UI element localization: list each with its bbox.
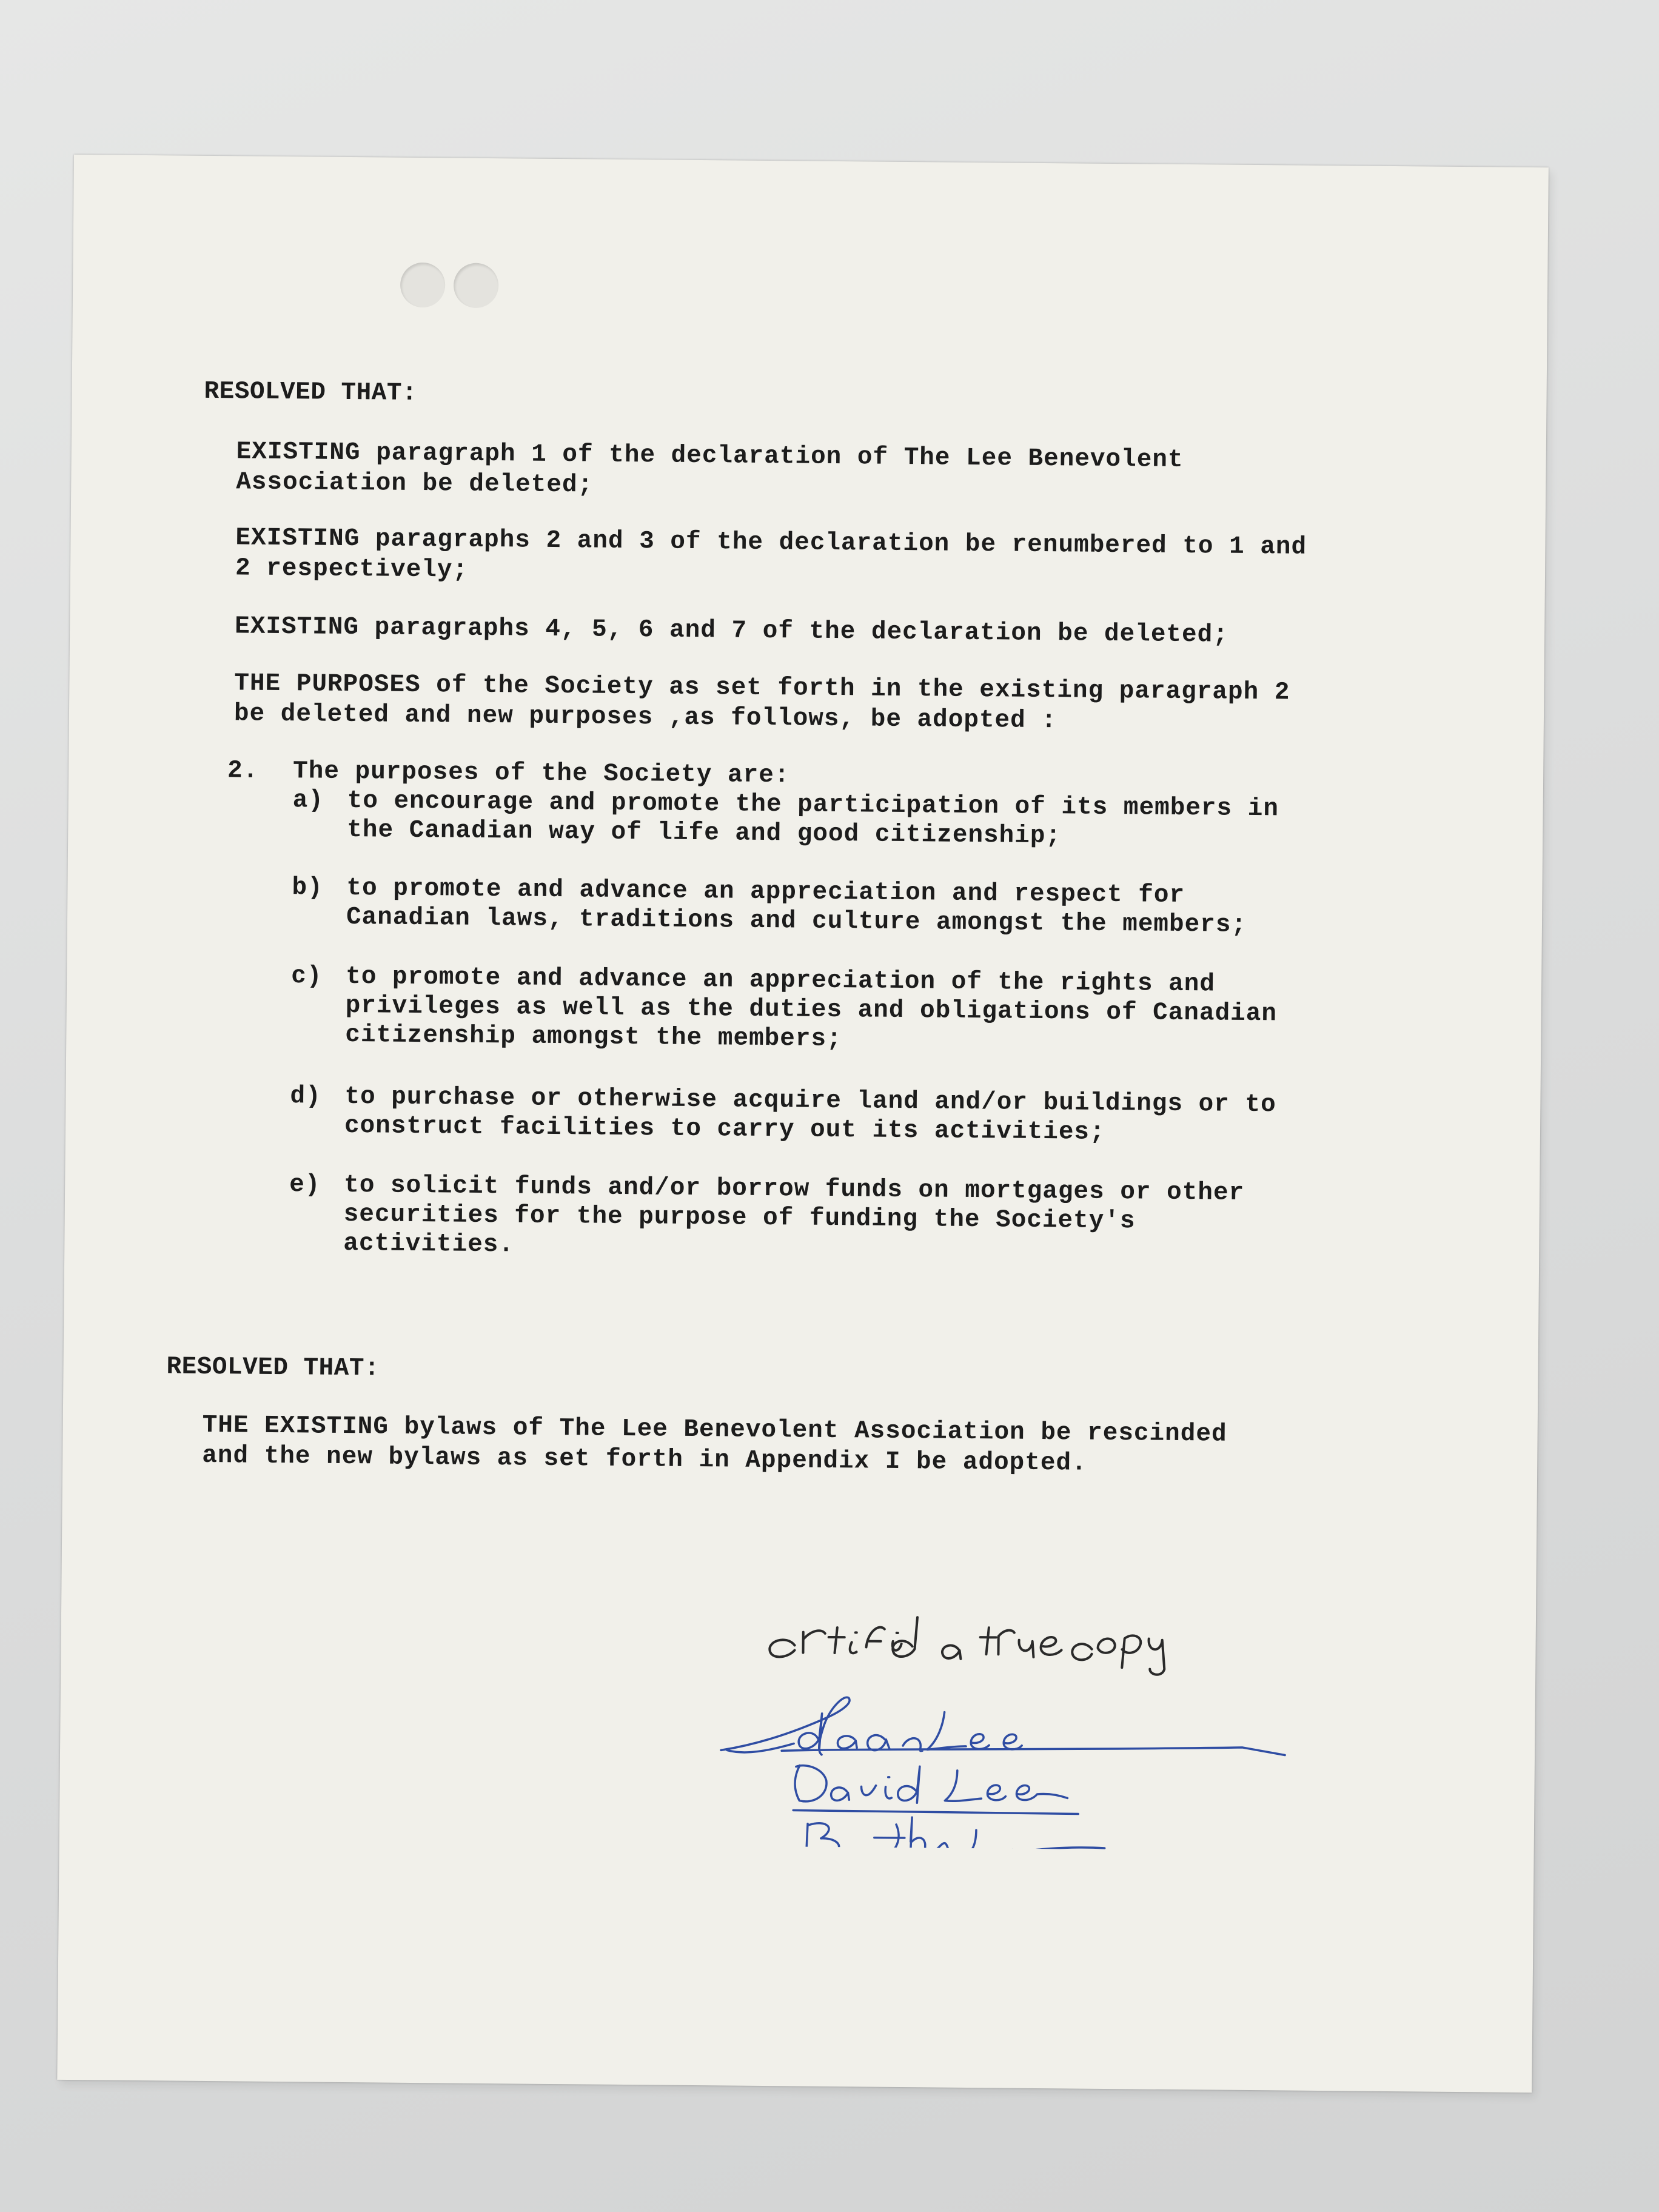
item-marker: b) <box>292 874 323 902</box>
handwritten-signatures <box>702 1573 1323 1851</box>
item-line: to encourage and promote the participation of its members in <box>347 786 1279 823</box>
paragraph-line: EXISTING paragraphs 4, 5, 6 and 7 of the declaration be deleted; <box>235 612 1229 649</box>
certification-handwriting <box>769 1616 1165 1675</box>
resolved-heading-2: RESOLVED THAT: <box>166 1353 380 1383</box>
item-line: to purchase or otherwise acquire land and/or buildings or to <box>344 1082 1276 1119</box>
punch-hole-right <box>454 263 499 308</box>
item-line: Canadian laws, traditions and culture amongst the members; <box>346 903 1247 939</box>
paragraph-line: THE EXISTING bylaws of The Lee Benevolent Association be rescinded <box>202 1411 1227 1449</box>
paragraph-line: be deleted and new purposes ,as follows, be adopted : <box>233 700 1057 736</box>
signature-3 <box>786 1816 1212 1851</box>
item-marker: e) <box>289 1171 321 1199</box>
item-line: construct facilities to carry out its activities; <box>344 1111 1105 1147</box>
item-line: securities for the purpose of funding the Society's <box>343 1200 1136 1236</box>
signature-2 <box>793 1765 1079 1814</box>
item-line: activities. <box>343 1229 515 1259</box>
item-line: to solicit funds and/or borrow funds on mortgages or other <box>343 1171 1245 1207</box>
paragraph-line: 2 respectively; <box>235 554 469 585</box>
paragraph-line: EXISTING paragraphs 2 and 3 of the declaration be renumbered to 1 and <box>235 524 1307 561</box>
item-line: the Canadian way of life and good citizenship; <box>347 816 1062 851</box>
paragraph-line: and the new bylaws as set forth in Appendix I be adopted. <box>202 1441 1087 1478</box>
item-line: to promote and advance an appreciation and respect for <box>346 874 1185 910</box>
item-line: citizenship amongst the members; <box>345 1021 842 1054</box>
purposes-intro: The purposes of the Society are: <box>292 757 790 790</box>
purposes-number: 2. <box>227 757 259 785</box>
paragraph-line: Association be deleted; <box>236 468 594 500</box>
resolved-heading-1: RESOLVED THAT: <box>204 377 418 407</box>
signature-block <box>702 1573 1323 1851</box>
punch-hole-left <box>400 263 446 308</box>
item-marker: d) <box>290 1082 321 1111</box>
paragraph-line: EXISTING paragraph 1 of the declaration of The Lee Benevolent <box>236 438 1184 474</box>
signature-1 <box>721 1696 1285 1758</box>
item-line: to promote and advance an appreciation of the rights and <box>345 962 1216 999</box>
item-marker: a) <box>292 786 324 815</box>
item-line: privileges as well as the duties and obligations of Canadian <box>345 991 1278 1028</box>
item-marker: c) <box>290 962 323 991</box>
paragraph-line: THE PURPOSES of the Society as set forth in the existing paragraph 2 <box>234 669 1290 707</box>
document-page <box>57 155 1549 2093</box>
